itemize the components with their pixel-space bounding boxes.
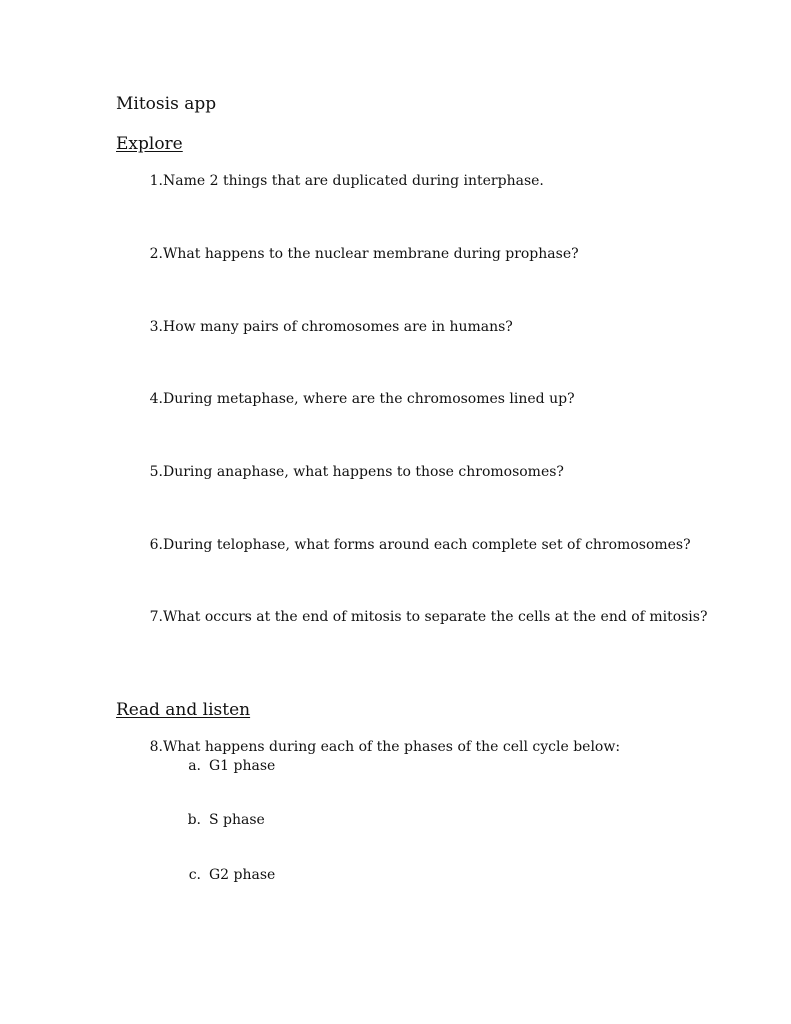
question-number: 6.: [149, 537, 163, 553]
question-number: 7.: [149, 609, 163, 625]
question-text: What occurs at the end of mitosis to separate the cells at the end of mitosis?: [163, 609, 708, 625]
question-text: During anaphase, what happens to those chromosomes?: [163, 464, 564, 480]
sub-item-letter: a.: [188, 758, 201, 774]
question-number: 1.: [149, 173, 163, 189]
read-and-listen-heading: Read and listen: [116, 700, 251, 720]
question-item: [136, 245, 579, 263]
question-item: [136, 463, 564, 481]
question-text: What happens during each of the phases of the cell cycle below:: [163, 739, 621, 755]
question-item: [136, 172, 544, 190]
question-number: 3.: [149, 319, 163, 335]
document-title: Mitosis app: [116, 94, 217, 114]
question-item: [136, 390, 575, 408]
sub-item-letter: b.: [187, 812, 201, 828]
question-number: 8.: [149, 739, 163, 755]
question-number: 4.: [149, 391, 163, 407]
question-text: During metaphase, where are the chromosomes lined up?: [163, 391, 575, 407]
question-text: During telophase, what forms around each complete set of chromosomes?: [163, 537, 691, 553]
explore-heading: Explore: [116, 134, 183, 154]
question-item: [136, 318, 513, 336]
question-text: Name 2 things that are duplicated during interphase.: [163, 173, 544, 189]
sub-item: [183, 757, 276, 775]
question-number: 5.: [149, 464, 163, 480]
sub-item-text: G1 phase: [209, 758, 276, 774]
sub-item: [183, 866, 276, 884]
question-item: [136, 536, 691, 554]
question-number: 2.: [149, 246, 163, 262]
question-item: [136, 608, 708, 626]
question-item: [136, 738, 621, 756]
question-text: How many pairs of chromosomes are in humans?: [163, 319, 513, 335]
sub-item: [183, 811, 265, 829]
sub-item-text: S phase: [209, 812, 265, 828]
sub-item-letter: c.: [188, 867, 201, 883]
sub-item-text: G2 phase: [209, 867, 276, 883]
question-text: What happens to the nuclear membrane during prophase?: [163, 246, 579, 262]
